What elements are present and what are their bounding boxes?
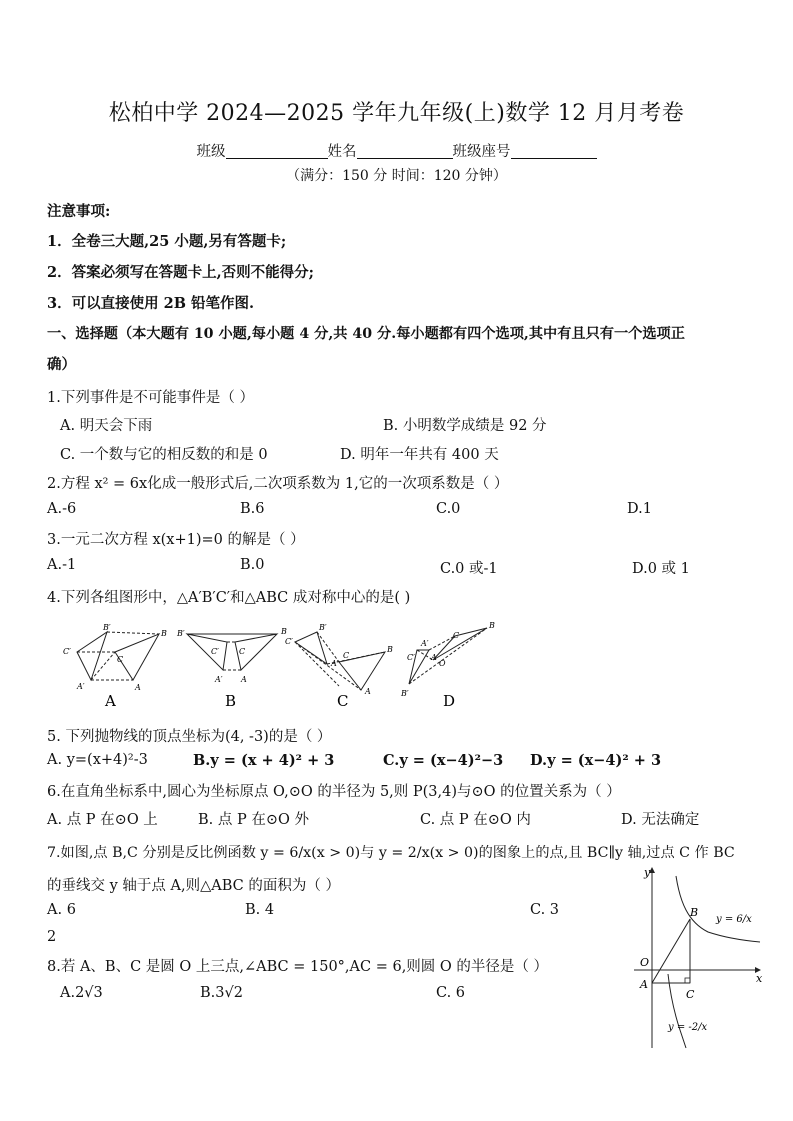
- svg-text:B: B: [489, 621, 495, 630]
- q3-option-a[interactable]: A.-1: [47, 557, 77, 573]
- exam-title: 松柏中学 2024—2025 学年九年级(上)数学 12 月月考卷: [108, 101, 685, 126]
- svg-text:C: C: [343, 651, 350, 660]
- q4-label-a: A: [105, 692, 116, 710]
- svg-text:B′: B′: [177, 629, 185, 638]
- q1-option-c[interactable]: C. 一个数与它的相反数的和是 0: [60, 447, 268, 463]
- q2-option-d[interactable]: D.1: [627, 501, 652, 517]
- q3-stem: 3.一元二次方程 x(x+1)=0 的解是（ ）: [47, 532, 305, 548]
- point-c-label: C: [686, 988, 695, 1001]
- f2-label: y = -2/x: [668, 1022, 708, 1033]
- seat-blank[interactable]: [511, 144, 597, 159]
- q7-option-b[interactable]: B. 4: [245, 902, 275, 918]
- q7-option-d[interactable]: 2: [47, 929, 57, 945]
- origin-label: O: [640, 956, 650, 969]
- class-label: 班级: [196, 144, 226, 160]
- q4-label-c: C: [337, 692, 349, 710]
- svg-text:A: A: [431, 653, 437, 662]
- x-axis-label: x: [756, 972, 763, 985]
- student-info-line: [0, 140, 793, 161]
- q8-option-a[interactable]: A.2√3: [60, 985, 103, 1001]
- q4-figures: [55, 620, 505, 712]
- section1-heading: 一、选择题（本大题有 10 小题,每小题 4 分,共 40 分.每小题都有四个选项,其中有且只有一个选项正: [47, 326, 685, 342]
- q2-stem: 2.方程 x² = 6x化成一般形式后,二次项系数为 1,它的一次项系数是（ ）: [47, 476, 509, 492]
- q1-option-b[interactable]: B. 小明数学成绩是 92 分: [383, 418, 547, 434]
- q5-stem: 5. 下列抛物线的顶点坐标为(4, -3)的是（ ）: [47, 729, 332, 745]
- notes-heading: 注意事项:: [47, 203, 111, 220]
- q6-stem: 6.在直角坐标系中,圆心为坐标原点 O,⊙O 的半径为 5,则 P(3,4)与⊙O 的位置关系为（ ）: [47, 784, 621, 800]
- svg-text:B: B: [281, 627, 287, 636]
- note-item-1: 1．全卷三大题,25 小题,另有答题卡;: [47, 233, 287, 250]
- q6-option-b[interactable]: B. 点 P 在⊙O 外: [198, 812, 309, 828]
- q2-option-a[interactable]: A.-6: [47, 501, 77, 517]
- name-label: 姓名: [327, 144, 357, 160]
- note-item-3: 3．可以直接使用 2B 铅笔作图.: [47, 295, 255, 312]
- q4-label-d: D: [443, 692, 456, 710]
- score-line: （满分：150 分 时间：120 分钟）: [286, 168, 507, 184]
- q7-stem-line1: 7.如图,点 B,C 分别是反比例函数 y = 6/x(x > 0)与 y = 2/x(x > 0)的图象上的点,且 BC∥y 轴,过点 C 作 BC: [47, 845, 735, 861]
- y-axis-label: y: [644, 866, 651, 879]
- svg-text:B: B: [387, 645, 393, 654]
- svg-text:C′: C′: [407, 653, 415, 662]
- name-blank[interactable]: [357, 144, 453, 159]
- q7-option-c[interactable]: C. 3: [530, 902, 560, 918]
- svg-text:A′: A′: [215, 675, 223, 684]
- q8-stem: 8.若 A、B、C 是圆 O 上三点,∠ABC = 150°,AC = 6,则圆 O 的半径是（ ）: [47, 959, 549, 975]
- q5-option-c[interactable]: C.y = (x−4)²−3: [383, 752, 504, 769]
- q6-option-a[interactable]: A. 点 P 在⊙O 上: [47, 812, 158, 828]
- q4-figure-d[interactable]: [409, 628, 487, 684]
- svg-text:A′: A′: [331, 659, 339, 668]
- svg-text:A: A: [365, 687, 371, 696]
- q7-option-a[interactable]: A. 6: [47, 902, 76, 918]
- q6-option-c[interactable]: C. 点 P 在⊙O 内: [420, 812, 531, 828]
- q4-stem: 4.下列各组图形中，△A′B′C′和△ABC 成对称中心的是( ): [47, 590, 411, 606]
- q7-stem-line2: 的垂线交 y 轴于点 A,则△ABC 的面积为（ ）: [47, 878, 340, 894]
- q7-graph: [628, 862, 766, 1050]
- svg-text:A: A: [241, 675, 247, 684]
- q3-option-b[interactable]: B.0: [240, 557, 265, 573]
- svg-text:A′: A′: [77, 682, 85, 691]
- svg-text:B′: B′: [103, 623, 111, 632]
- segment-ab: [652, 919, 690, 983]
- point-a-label: A: [640, 978, 648, 991]
- q5-option-a[interactable]: A. y=(x+4)²-3: [47, 752, 148, 768]
- q5-option-d[interactable]: D.y = (x−4)² + 3: [530, 752, 662, 769]
- q2-option-b[interactable]: B.6: [240, 501, 265, 517]
- svg-text:A′: A′: [421, 639, 429, 648]
- curve-neg-two-over-x: [668, 974, 686, 1048]
- q1-stem: 1.下列事件是不可能事件是（ ）: [47, 390, 254, 406]
- q5-option-b[interactable]: B.y = (x + 4)² + 3: [193, 752, 335, 769]
- note-item-2: 2．答案必须写在答题卡上,否则不能得分;: [47, 264, 314, 281]
- svg-text:A: A: [135, 683, 141, 692]
- q2-option-c[interactable]: C.0: [436, 501, 461, 517]
- class-blank[interactable]: [226, 144, 328, 159]
- svg-text:C′: C′: [285, 637, 293, 646]
- curve-six-over-x: [676, 876, 760, 942]
- svg-text:B: B: [161, 629, 167, 638]
- svg-text:C′: C′: [211, 647, 219, 656]
- seat-label: 班级座号: [452, 144, 511, 160]
- q1-option-a[interactable]: A. 明天会下雨: [60, 418, 153, 434]
- q4-figure-c[interactable]: [295, 632, 385, 690]
- point-b-label: B: [690, 906, 699, 919]
- f1-label: y = 6/x: [716, 914, 752, 925]
- q8-option-b[interactable]: B.3√2: [200, 985, 243, 1001]
- svg-text:C′: C′: [63, 647, 71, 656]
- svg-text:B′: B′: [401, 689, 409, 698]
- svg-text:B′: B′: [319, 623, 327, 632]
- q3-option-c[interactable]: C.0 或-1: [440, 561, 498, 577]
- q1-option-d[interactable]: D. 明年一年共有 400 天: [340, 447, 499, 463]
- svg-text:C: C: [453, 631, 460, 640]
- svg-text:C: C: [239, 647, 246, 656]
- svg-text:O: O: [439, 659, 446, 668]
- section1-heading-cont: 确）: [47, 356, 76, 373]
- q6-option-d[interactable]: D. 无法确定: [621, 812, 700, 828]
- q3-option-d[interactable]: D.0 或 1: [632, 561, 690, 577]
- q8-option-c[interactable]: C. 6: [436, 985, 466, 1001]
- q4-figure-b[interactable]: [187, 634, 277, 670]
- svg-text:C: C: [117, 655, 124, 664]
- q4-label-b: B: [225, 692, 237, 710]
